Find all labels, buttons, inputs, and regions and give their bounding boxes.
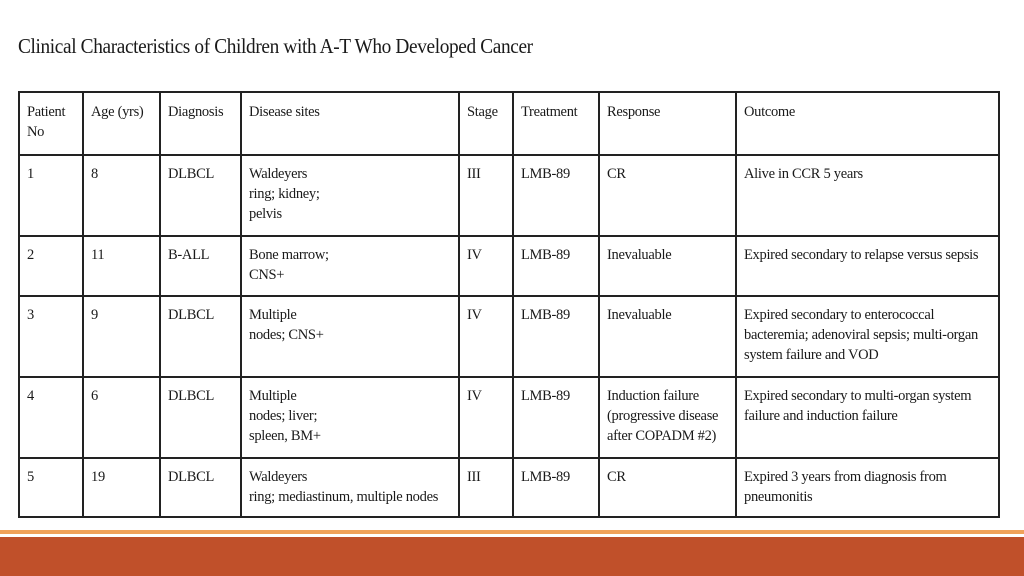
cell-stage: III xyxy=(459,458,513,517)
footer-accent-stripe xyxy=(0,530,1024,534)
cell-disease-sites: Multiple nodes; liver; spleen, BM+ xyxy=(241,377,459,458)
cell-diagnosis: DLBCL xyxy=(160,155,241,236)
header-diagnosis: Diagnosis xyxy=(160,92,241,155)
cell-diagnosis: DLBCL xyxy=(160,458,241,517)
cell-age: 19 xyxy=(83,458,160,517)
cell-patient-no: 3 xyxy=(19,296,83,377)
header-stage: Stage xyxy=(459,92,513,155)
cell-age: 11 xyxy=(83,236,160,296)
cell-outcome: Expired secondary to enterococcal bacteremia; adenoviral sepsis; multi-organ system failure and VOD xyxy=(736,296,999,377)
cell-outcome: Expired 3 years from diagnosis from pneumonitis xyxy=(736,458,999,517)
cell-age: 6 xyxy=(83,377,160,458)
cell-outcome: Expired secondary to relapse versus sepsis xyxy=(736,236,999,296)
header-treatment: Treatment xyxy=(513,92,599,155)
cell-patient-no: 5 xyxy=(19,458,83,517)
cell-disease-sites: Multiple nodes; CNS+ xyxy=(241,296,459,377)
cell-disease-sites: Bone marrow; CNS+ xyxy=(241,236,459,296)
header-age: Age (yrs) xyxy=(83,92,160,155)
cell-disease-sites: Waldeyers ring; mediastinum, multiple nodes xyxy=(241,458,459,517)
table-row xyxy=(19,296,999,377)
cell-response: CR xyxy=(599,155,736,236)
header-response: Response xyxy=(599,92,736,155)
table-header-row xyxy=(19,92,999,155)
cell-outcome: Alive in CCR 5 years xyxy=(736,155,999,236)
cell-patient-no: 2 xyxy=(19,236,83,296)
cell-treatment: LMB-89 xyxy=(513,377,599,458)
cell-response: Induction failure (progressive disease after COPADM #2) xyxy=(599,377,736,458)
footer-bar xyxy=(0,537,1024,576)
cell-age: 8 xyxy=(83,155,160,236)
cell-stage: IV xyxy=(459,377,513,458)
table-row xyxy=(19,155,999,236)
cell-response: Inevaluable xyxy=(599,236,736,296)
cell-age: 9 xyxy=(83,296,160,377)
cell-stage: IV xyxy=(459,236,513,296)
cell-patient-no: 4 xyxy=(19,377,83,458)
table-row xyxy=(19,236,999,296)
cell-response: Inevaluable xyxy=(599,296,736,377)
cell-treatment: LMB-89 xyxy=(513,155,599,236)
cell-diagnosis: DLBCL xyxy=(160,377,241,458)
cell-treatment: LMB-89 xyxy=(513,296,599,377)
clinical-characteristics-table xyxy=(18,91,1000,518)
cell-outcome: Expired secondary to multi-organ system failure and induction failure xyxy=(736,377,999,458)
table-row xyxy=(19,458,999,517)
cell-diagnosis: B-ALL xyxy=(160,236,241,296)
cell-patient-no: 1 xyxy=(19,155,83,236)
cell-disease-sites: Waldeyers ring; kidney; pelvis xyxy=(241,155,459,236)
cell-response: CR xyxy=(599,458,736,517)
cell-stage: III xyxy=(459,155,513,236)
table-row xyxy=(19,377,999,458)
header-outcome: Outcome xyxy=(736,92,999,155)
cell-treatment: LMB-89 xyxy=(513,458,599,517)
header-disease-sites: Disease sites xyxy=(241,92,459,155)
cell-diagnosis: DLBCL xyxy=(160,296,241,377)
header-patient-no: Patient No xyxy=(19,92,83,155)
cell-stage: IV xyxy=(459,296,513,377)
cell-treatment: LMB-89 xyxy=(513,236,599,296)
slide-title: Clinical Characteristics of Children with A-T Who Developed Cancer xyxy=(18,34,533,58)
